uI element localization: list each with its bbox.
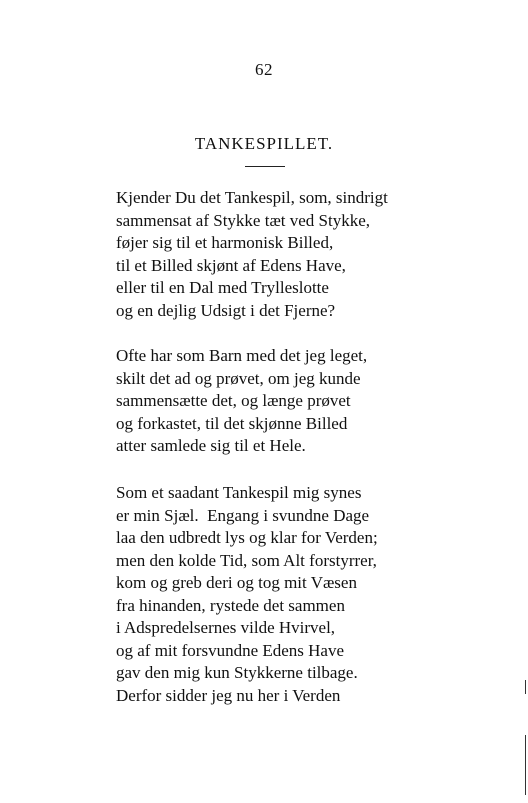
verse-line: og af mit forsvundne Edens Have	[116, 640, 345, 660]
verse-line: sammensætte det, og længe prøvet	[116, 391, 351, 410]
verse-line: gav den mig kun Stykkerne tilbage.	[116, 663, 358, 682]
verse-line: i Adspredelsernes vilde Hvirvel,	[116, 618, 336, 637]
title-divider	[245, 166, 285, 167]
stanza-1	[116, 187, 388, 322]
verse-line: Derfor sidder jeg nu her i Verden	[116, 685, 341, 705]
verse-line: til et Billed skjønt af Edens Have,	[116, 255, 346, 275]
verse-line: og en dejlig Udsigt i det Fjerne?	[116, 300, 336, 320]
verse-line: atter samlede sig til et Hele.	[116, 436, 306, 455]
verse-line: kom og greb deri og tog mit Væsen	[116, 573, 357, 592]
verse-line: Som et saadant Tankespil mig synes	[116, 483, 362, 502]
verse-line: fra hinanden, rystede det sammen	[116, 595, 345, 615]
verse-line: og forkastet, til det skjønne Billed	[116, 413, 348, 433]
verse-line: Kjender Du det Tankespil, som, sindrigt	[116, 188, 388, 207]
verse-line: eller til en Dal med Trylleslotte	[116, 278, 329, 297]
page-edge-mark	[525, 680, 526, 694]
verse-line: er min Sjæl. Engang i svundne Dage	[116, 505, 370, 525]
stanza-3	[116, 482, 378, 707]
page-edge-mark	[525, 735, 526, 795]
stanza-2	[116, 345, 367, 458]
verse-line: føjer sig til et harmonisk Billed,	[116, 233, 334, 252]
verse-line: sammensat af Stykke tæt ved Stykke,	[116, 210, 371, 230]
verse-line: men den kolde Tid, som Alt forstyrrer,	[116, 550, 377, 570]
verse-line: Ofte har som Barn med det jeg leget,	[116, 346, 368, 365]
poem-title: TANKESPILLET.	[194, 134, 334, 153]
verse-line: laa den udbredt lys og klar for Verden;	[116, 528, 378, 547]
verse-line: skilt det ad og prøvet, om jeg kunde	[116, 368, 361, 388]
page-number: 62	[255, 60, 273, 79]
